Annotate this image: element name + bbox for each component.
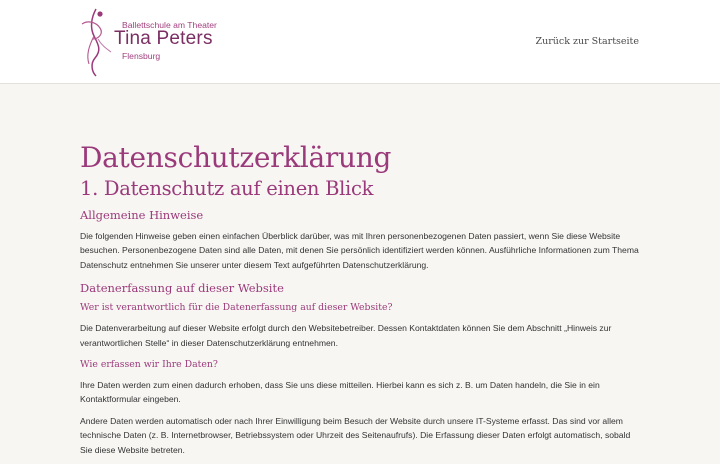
question-heading-responsible: Wer ist verantwortlich für die Datenerfassung auf dieser Website?: [80, 302, 393, 314]
back-to-home-link[interactable]: Zurück zur Startseite: [535, 36, 639, 47]
site-header: [0, 0, 720, 84]
paragraph-general: Die folgenden Hinweise geben einen einfachen Überblick darüber, was mit Ihren personenbezogenen Daten passiert, wenn Sie diese Website besuchen. Personenbezogene Daten sind alle Daten, mit denen Sie persönlich identifiziert werden können. Ausführliche Informationen zum Thema Datenschutz entnehmen Sie unserer unter diesem Text aufgeführten Datenschutzerklärung.: [80, 231, 639, 270]
section-heading: 1. Datenschutz auf einen Blick: [80, 177, 374, 200]
logo-name: Tina Peters: [114, 28, 213, 49]
site-logo[interactable]: [80, 6, 217, 78]
ballerina-icon: [80, 6, 114, 78]
main-content: [80, 140, 640, 464]
logo-tagline: Ballettschule am Theater: [122, 20, 217, 30]
paragraph-collection-1: Ihre Daten werden zum einen dadurch erhoben, dass Sie uns diese mitteilen. Hierbei kann es sich z. B. um Daten handeln, die Sie in ein Kontaktformular eingeben.: [80, 380, 600, 405]
paragraph-responsible: Die Datenverarbeitung auf dieser Website erfolgt durch den Websitebetreiber. Dessen Kontaktdaten können Sie dem Abschnitt „Hinweis zur verantwortlichen Stelle“ in dieser Datenschutzerklärung entnehmen.: [80, 323, 612, 348]
subsection-heading-data-collection: Datenerfassung auf dieser Website: [80, 281, 284, 296]
logo-city: Flensburg: [122, 51, 161, 61]
paragraph-collection-2: Andere Daten werden automatisch oder nach Ihrer Einwilligung beim Besuch der Website durch unsere IT-Systeme erfasst. Das sind vor allem technische Daten (z. B. Internetbrowser, Betriebssystem oder Uhrzeit des Seitenaufrufs). Die Erfassung dieser Daten erfolgt automatisch, sobald Sie diese Website betreten.: [80, 415, 631, 455]
question-heading-collection: Wie erfassen wir Ihre Daten?: [80, 359, 218, 371]
subsection-heading-general: Allgemeine Hinweise: [80, 208, 204, 222]
page-title: Datenschutzerklärung: [80, 141, 392, 174]
